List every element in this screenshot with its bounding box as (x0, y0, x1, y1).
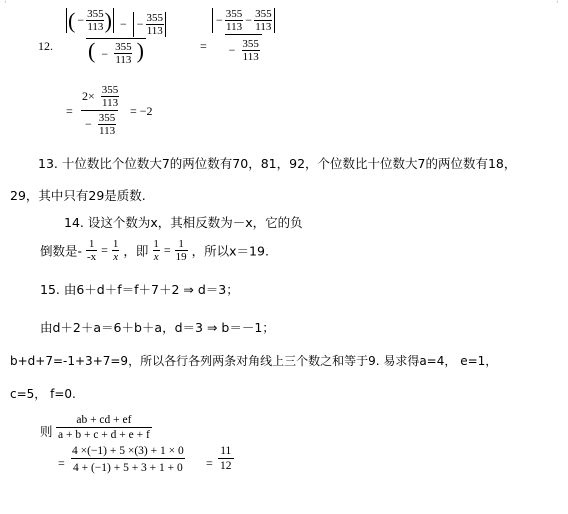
minus-sign: − (85, 117, 92, 132)
expression-numerator: ab + cd + ef (76, 414, 132, 426)
equals-sign: = (206, 456, 213, 470)
line2-equals: = (66, 104, 73, 118)
numerator: 355 (101, 84, 119, 96)
problem-15-line1: 15. 由6＋d＋f＝f＋7＋2 ⇒ d＝3； (40, 282, 239, 297)
problem-12-label: 12. (38, 39, 53, 53)
denominator: -x (87, 251, 97, 263)
expression-denominator: a + b + c + d + e + f (58, 429, 150, 441)
result-numerator: 11 (220, 445, 232, 457)
reciprocal-label: 倒数是- (40, 243, 83, 259)
abs-value-1 (66, 8, 114, 33)
minus-sign: − (216, 13, 223, 27)
line2-numerator (78, 84, 121, 110)
open-paren: ( (68, 7, 76, 33)
problem-12-line2-fraction (78, 84, 121, 137)
problem-13-line2: 29，其中只有29是质数. (10, 188, 146, 203)
right-fraction-numerator (210, 8, 277, 34)
numerator: 355 (98, 112, 116, 124)
fraction-1-over-x (152, 238, 160, 263)
then-word: 则 (40, 424, 53, 439)
fraction-1-over-19 (175, 238, 188, 263)
close-paren: ) (104, 7, 112, 33)
numerator: 1 (112, 238, 119, 250)
fraction-1-over-x (112, 238, 120, 263)
fraction-355-113 (146, 12, 165, 37)
denominator: 113 (146, 24, 163, 37)
expression-fraction (56, 414, 152, 441)
problem-12-left-fraction (64, 8, 168, 66)
fraction-355-113 (114, 41, 133, 66)
numerator: 355 (87, 8, 104, 20)
minus-sign: − (101, 46, 109, 61)
problem-15-line2: 由d＋2＋a＝6＋b＋a，d＝3 ⇒ b＝－1； (40, 320, 275, 335)
problem-15-line3: b+d+7=-1+3+7=9，所以各行各列两条对角线上三个数之和等于9. 易求得a=4， e=1， (10, 354, 498, 368)
calculation-numerator: 4 ×(−1) + 5 ×(3) + 1 × 0 (72, 445, 184, 457)
corner-mark-right: ' (556, 0, 559, 10)
denominator: x (153, 251, 159, 263)
denominator: 19 (175, 251, 187, 263)
result-fraction (218, 445, 234, 472)
fraction-355-113 (86, 8, 105, 33)
ji-word: ，即 (123, 243, 149, 259)
denominator: x (113, 251, 119, 263)
calculation-denominator: 4 + (−1) + 5 + 3 + 1 + 0 (71, 458, 185, 474)
numerator: 1 (88, 238, 95, 250)
fraction-355-113 (101, 84, 120, 109)
minus-sign: − (136, 16, 144, 31)
minus-sign: − (228, 43, 236, 58)
fraction-1-over-neg-x (86, 238, 97, 263)
fraction-355-113 (225, 8, 244, 33)
denominator: 113 (115, 54, 132, 67)
abs-value-2 (133, 12, 166, 37)
problem-12-right-fraction (210, 8, 277, 63)
denominator: 113 (225, 21, 243, 33)
minus-sign: − (77, 13, 85, 27)
equals-sign: = (58, 456, 65, 470)
left-fraction-numerator (64, 8, 168, 38)
equals-sign: = (101, 243, 108, 257)
denominator: 113 (98, 125, 116, 137)
right-fraction-denominator (225, 34, 262, 63)
fraction-355-113 (241, 38, 260, 63)
numerator: 355 (115, 41, 132, 54)
numerator: 355 (242, 38, 259, 50)
numerator: 1 (178, 238, 184, 250)
numerator: 355 (225, 8, 243, 20)
numerator: 355 (255, 8, 272, 20)
open-paren: ( (88, 37, 96, 63)
abs-value-3 (212, 8, 275, 33)
problem-14-line2 (40, 238, 269, 263)
corner-mark-left: ' (4, 0, 7, 10)
calculation-fraction (70, 445, 186, 474)
fraction-355-113 (254, 8, 273, 33)
denominator: 113 (87, 21, 104, 33)
fraction-355-113 (98, 112, 117, 137)
numerator: 1 (153, 238, 159, 250)
numerator: 355 (146, 11, 163, 24)
times-two: 2× (82, 89, 95, 104)
equals-sign: = (200, 39, 207, 53)
denominator: 113 (255, 21, 272, 33)
conclusion: ，所以x＝19. (191, 243, 269, 259)
problem-13-line1: 13. 十位数比个位数大7的两位数有70，81，92，个位数比十位数大7的两位数有18， (38, 156, 517, 171)
left-fraction-denominator (86, 38, 146, 67)
problem-14-line1: 14. 设这个数为x，其相反数为－x，它的负 (64, 215, 303, 230)
denominator: 113 (242, 51, 259, 63)
close-paren: ) (136, 37, 144, 63)
minus-sign: − (245, 13, 253, 27)
problem-15-line4: c=5， f=0. (10, 387, 76, 401)
result-denominator: 12 (220, 460, 232, 472)
equals-sign: = (163, 243, 171, 257)
line2-result: = −2 (130, 104, 153, 118)
denominator: 113 (101, 97, 119, 109)
minus-sign: − (119, 16, 127, 31)
line2-denominator (81, 110, 118, 137)
